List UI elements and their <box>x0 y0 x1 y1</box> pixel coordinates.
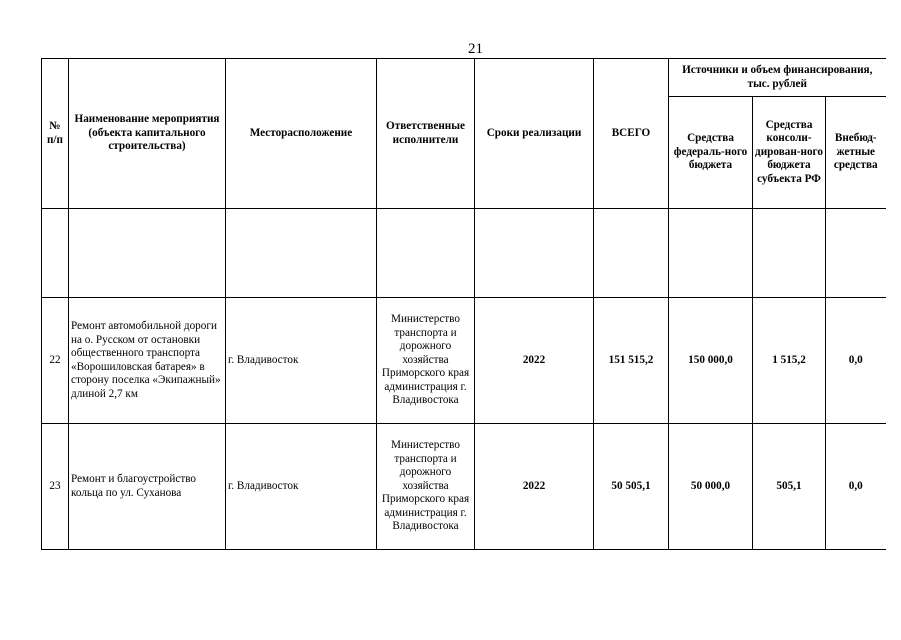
header-federal: Средства федераль-ного бюджета <box>669 97 753 209</box>
header-name: Наименование мероприятия (объекта капитального строительства) <box>69 59 226 209</box>
table-row <box>42 298 886 424</box>
funding-table <box>41 58 886 550</box>
header-num: № п/п <box>42 59 69 209</box>
row-responsible: Министерство транспорта и дорожного хозяйства Приморского края администрация г. Владивостока <box>377 298 475 424</box>
row-num: 23 <box>42 424 69 550</box>
row-location: г. Владивосток <box>226 298 377 424</box>
page-number: 21 <box>468 41 483 57</box>
header-funding-group: Источники и объем финансирования, тыс. рублей <box>669 59 886 97</box>
header-location: Месторасположение <box>226 59 377 209</box>
row-terms: 2022 <box>475 424 594 550</box>
row-num: 22 <box>42 298 69 424</box>
row-total: 151 515,2 <box>594 298 669 424</box>
header-extra: Внебюд-жетные средства <box>826 97 886 209</box>
row-federal: 50 000,0 <box>669 424 753 550</box>
row-location: г. Владивосток <box>226 424 377 550</box>
row-responsible: Министерство транспорта и дорожного хозяйства Приморского края администрация г. Владивостока <box>377 424 475 550</box>
row-extra: 0,0 <box>826 298 886 424</box>
table-row <box>42 424 886 550</box>
header-regional: Средства консоли-дирован-ного бюджета субъекта РФ <box>753 97 826 209</box>
row-total: 50 505,1 <box>594 424 669 550</box>
row-name: Ремонт автомобильной дороги на о. Русском от остановки общественного транспорта «Ворошиловская батарея» в сторону поселка «Экипажный» длиной 2,7 км <box>69 298 226 424</box>
row-terms: 2022 <box>475 298 594 424</box>
row-extra: 0,0 <box>826 424 886 550</box>
row-regional: 505,1 <box>753 424 826 550</box>
header-terms: Сроки реализации <box>475 59 594 209</box>
row-federal: 150 000,0 <box>669 298 753 424</box>
header-responsible: Ответственные исполнители <box>377 59 475 209</box>
header-row-1 <box>42 59 886 97</box>
row-regional: 1 515,2 <box>753 298 826 424</box>
header-total: ВСЕГО <box>594 59 669 209</box>
empty-row <box>42 209 886 298</box>
row-name: Ремонт и благоустройство кольца по ул. Суханова <box>69 424 226 550</box>
